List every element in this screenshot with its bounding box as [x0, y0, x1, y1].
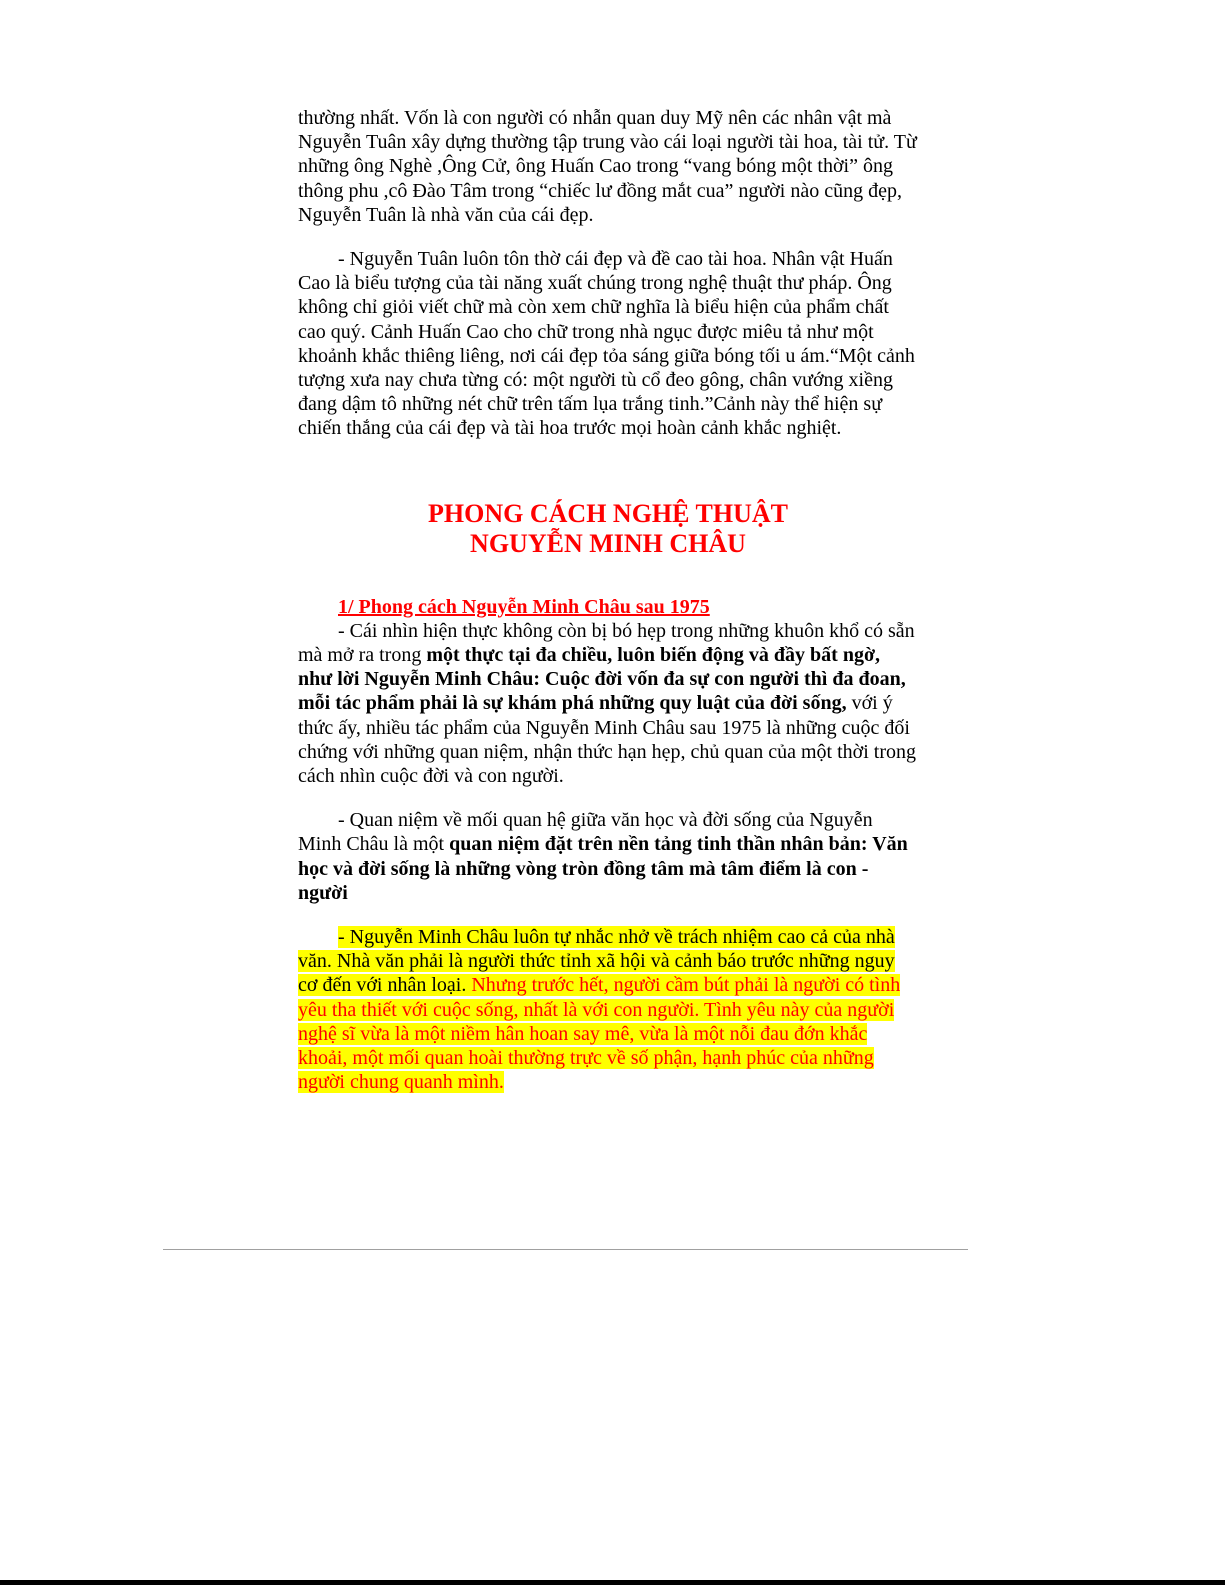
paragraph-realism-bold: một thực tại đa chiều, luôn biến động và đầy bất ngờ, như lời Nguyễn Minh Châu: Cuộc đời vốn đa sự con người thì đa đoan, mỗi tác phẩm phải là sự khám phá những quy luật của đời sống,: [298, 644, 906, 715]
section-heading: 1/ Phong cách Nguyễn Minh Châu sau 1975: [338, 595, 710, 618]
title-line-1: PHONG CÁCH NGHỆ THUẬT: [428, 498, 788, 528]
paragraph-realism-tail: với ý thức ấy, nhiều tác phẩm của Nguyễn Minh Châu sau 1975 là những cuộc đối chứng với những quan niệm, nhận thức hạn hẹp, chủ quan của một thời trong cách nhìn cuộc đời và con người.: [298, 692, 916, 788]
paragraph-realism: [298, 619, 918, 788]
page-divider: [163, 1249, 968, 1250]
paragraph-realism-lead: - Cái nhìn hiện thực không còn bị bó hẹp trong những khuôn khổ có sẵn mà mở ra trong: [298, 619, 915, 667]
paragraph-responsibility-red: Nhưng trước hết, người cầm bút phải là người có tình yêu tha thiết với cuộc sống, nhất là với con người. Tình yêu này của người nghệ sĩ vừa là một niềm hân hoan say mê, vừa là một nỗi đau đớn khắc khoải, một mối quan hoài thường trực về số phận, hạnh phúc của những người chung quanh mình.: [298, 974, 901, 1094]
document-page: [298, 106, 918, 1095]
paragraph-responsibility: [298, 925, 918, 1094]
paragraph-responsibility-black: - Nguyễn Minh Châu luôn tự nhắc nhở về trách nhiệm cao cả của nhà văn. Nhà văn phải là người thức tỉnh xã hội và cảnh báo trước những nguy cơ đến với nhân loại.: [298, 926, 895, 997]
bottom-edge-bar: [0, 1580, 1225, 1585]
paragraph-humanism-bold: quan niệm đặt trên nền tảng tinh thần nhân bản: Văn học và đời sống là những vòng tròn đồng tâm mà tâm điểm là con - người: [298, 833, 908, 904]
paragraph-nguyen-tuan-intro: thường nhất. Vốn là con người có nhẫn quan duy Mỹ nên các nhân vật mà Nguyễn Tuân xây dựng thường tập trung vào cái loại người tài hoa, tài tử. Từ những ông Nghè ,Ông Cử, ông Huấn Cao trong “vang bóng một thời” ông thông phu ,cô Đào Tâm trong “chiếc lư đồng mắt cua” người nào cũng đẹp, Nguyễn Tuân là nhà văn của cái đẹp.: [298, 107, 917, 226]
paragraph-humanism: [298, 808, 918, 905]
paragraph-humanism-lead: - Quan niệm về mối quan hệ giữa văn học và đời sống của Nguyễn Minh Châu là một: [298, 809, 873, 856]
title-line-2: NGUYỄN MINH CHÂU: [470, 528, 746, 558]
paragraph-nguyen-tuan-beauty: - Nguyễn Tuân luôn tôn thờ cái đẹp và đề cao tài hoa. Nhân vật Huấn Cao là biểu tượng của tài năng xuất chúng trong nghệ thuật thư pháp. Ông không chỉ giỏi viết chữ mà còn xem chữ nghĩa là biểu hiện của phẩm chất cao quý. Cảnh Huấn Cao cho chữ trong nhà ngục được miêu tả như một khoảnh khắc thiêng liêng, nơi cái đẹp tỏa sáng giữa bóng tối u ám.“Một cảnh tượng xưa nay chưa từng có: một người tù cổ đeo gông, chân vướng xiềng đang dậm tô những nét chữ trên tấm lụa trắng tinh.”Cảnh này thể hiện sự chiến thắng của cái đẹp và tài hoa trước mọi hoàn cảnh khắc nghiệt.: [298, 248, 915, 440]
document-title: [298, 499, 918, 559]
